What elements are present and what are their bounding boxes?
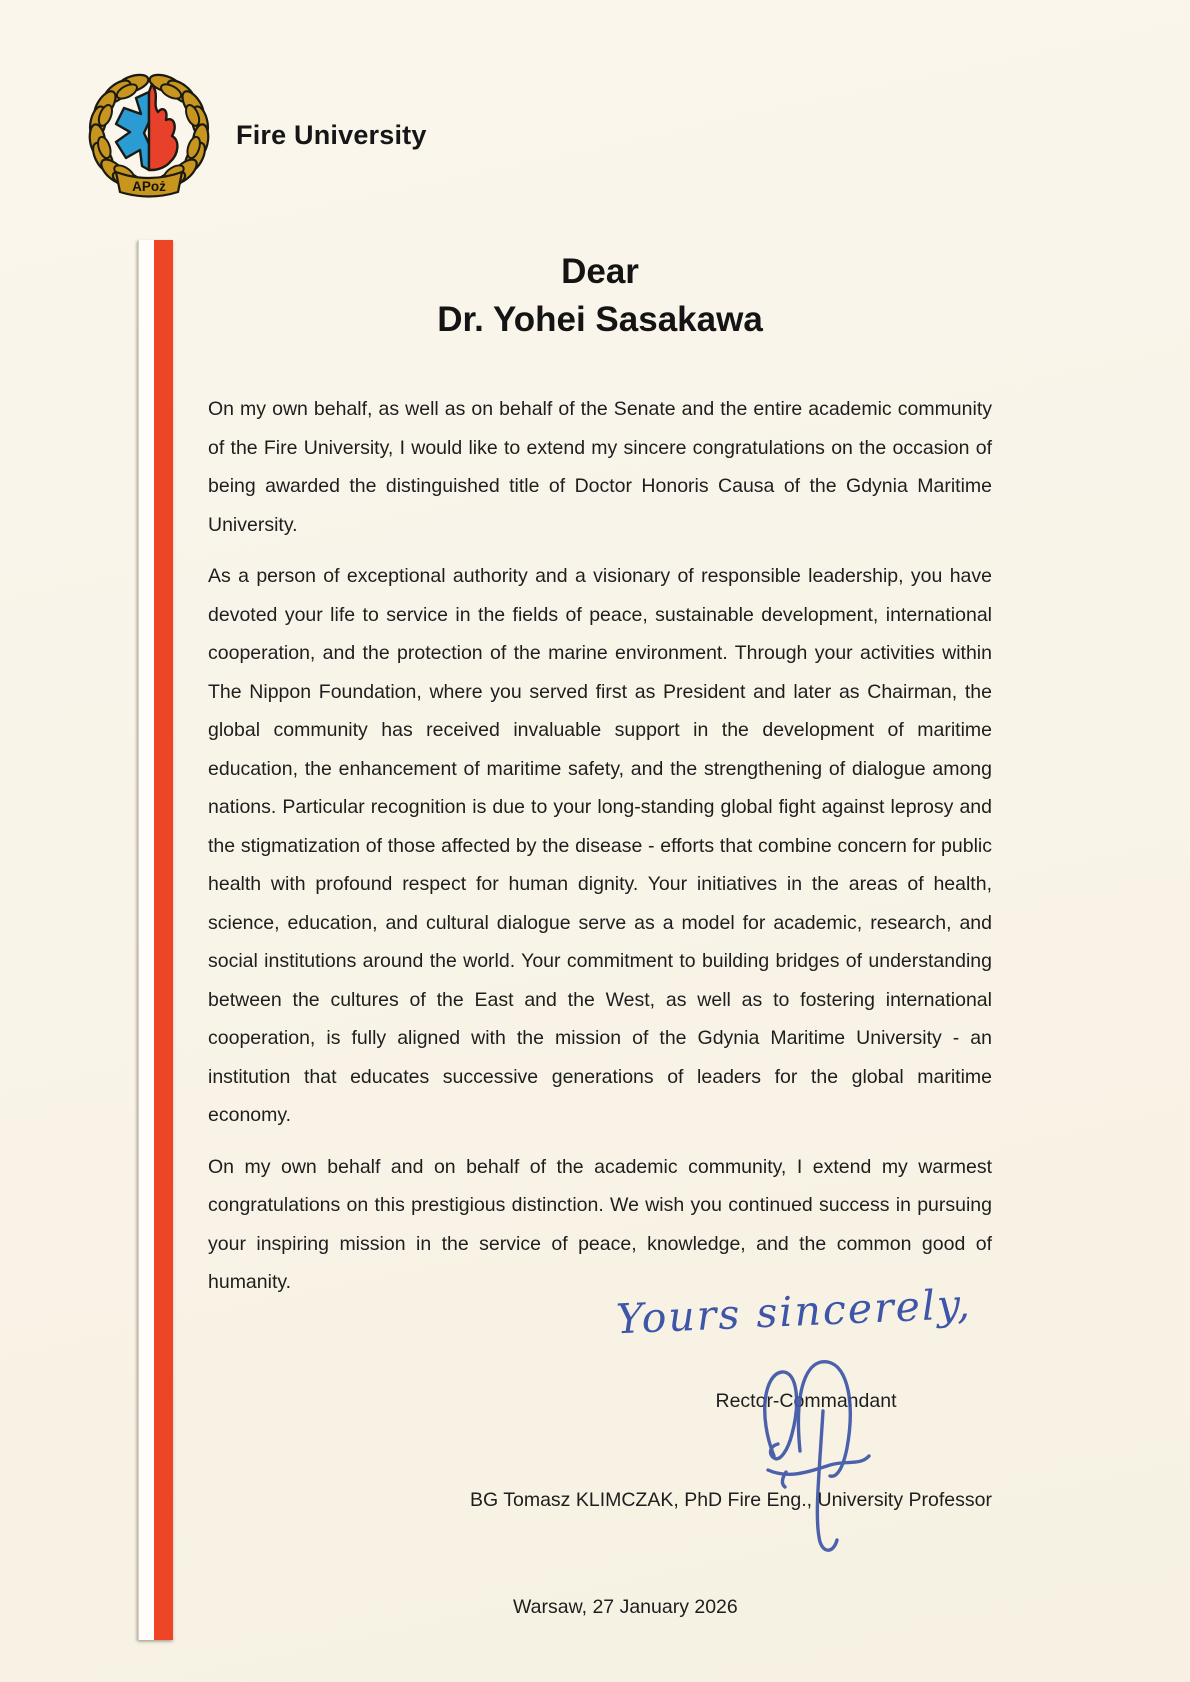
salutation bbox=[208, 248, 992, 344]
salutation-line1: Dear bbox=[561, 252, 639, 291]
place-and-date: Warsaw, 27 January 2026 bbox=[513, 1596, 738, 1618]
university-crest-logo bbox=[80, 70, 218, 204]
university-name: Fire University bbox=[236, 120, 427, 150]
signer-name: BG Tomasz KLIMCZAK, PhD Fire Eng., University Professor bbox=[470, 1489, 992, 1511]
signer-title: Rector-Commandant bbox=[715, 1390, 897, 1412]
paragraph-1: On my own behalf, as well as on behalf of the Senate and the entire academic community of the Fire University, I would like to extend my sincere congratulations on the occasion of being awarded the distinguished title of Doctor Honoris Causa of the Gdynia Maritime University. bbox=[208, 398, 992, 536]
flag-ribbon-white-stripe bbox=[138, 240, 155, 1640]
paragraph-3: On my own behalf and on behalf of the academic community, I extend my warmest congratulations on this prestigious distinction. We wish you continued success in pursuing your inspiring mission in the service of peace, knowledge, and the common good of humanity. bbox=[208, 1155, 992, 1293]
handwritten-signoff: Yours sincerely, bbox=[615, 1279, 973, 1344]
flag-ribbon-red-stripe bbox=[154, 240, 173, 1640]
crest-blue-cross bbox=[116, 92, 149, 170]
letter-body bbox=[208, 248, 992, 1315]
crest-banner-text: APoż bbox=[132, 179, 166, 194]
crest-banner bbox=[116, 172, 182, 197]
salutation-line2: Dr. Yohei Sasakawa bbox=[437, 300, 763, 339]
paragraph-2: As a person of exceptional authority and a visionary of responsible leadership, you have devoted your life to service in the fields of peace, sustainable development, international cooperation, and the protection of the marine environment. Through your activities within The Nippon Foundation, where you served first as President and later as Chairman, the global community has received invaluable support in the development of maritime education, the enhancement of maritime safety, and the strengthening of dialogue among nations. Particular recognition is due to your long-standing global fight against leprosy and the stigmatization of those affected by the disease - efforts that combine concern for public health with profound respect for human dignity. Your initiatives in the areas of health, science, education, and cultural dialogue serve as a model for academic, research, and social institutions around the world. Your commitment to building bridges of understanding between the cultures of the East and the West, as well as to fostering international cooperation, is fully aligned with the mission of the Gdynia Maritime University - an institution that educates successive generations of leaders for the global maritime economy. bbox=[208, 565, 992, 1126]
handwritten-signature bbox=[742, 1356, 894, 1568]
flag-ribbon bbox=[138, 240, 173, 1640]
